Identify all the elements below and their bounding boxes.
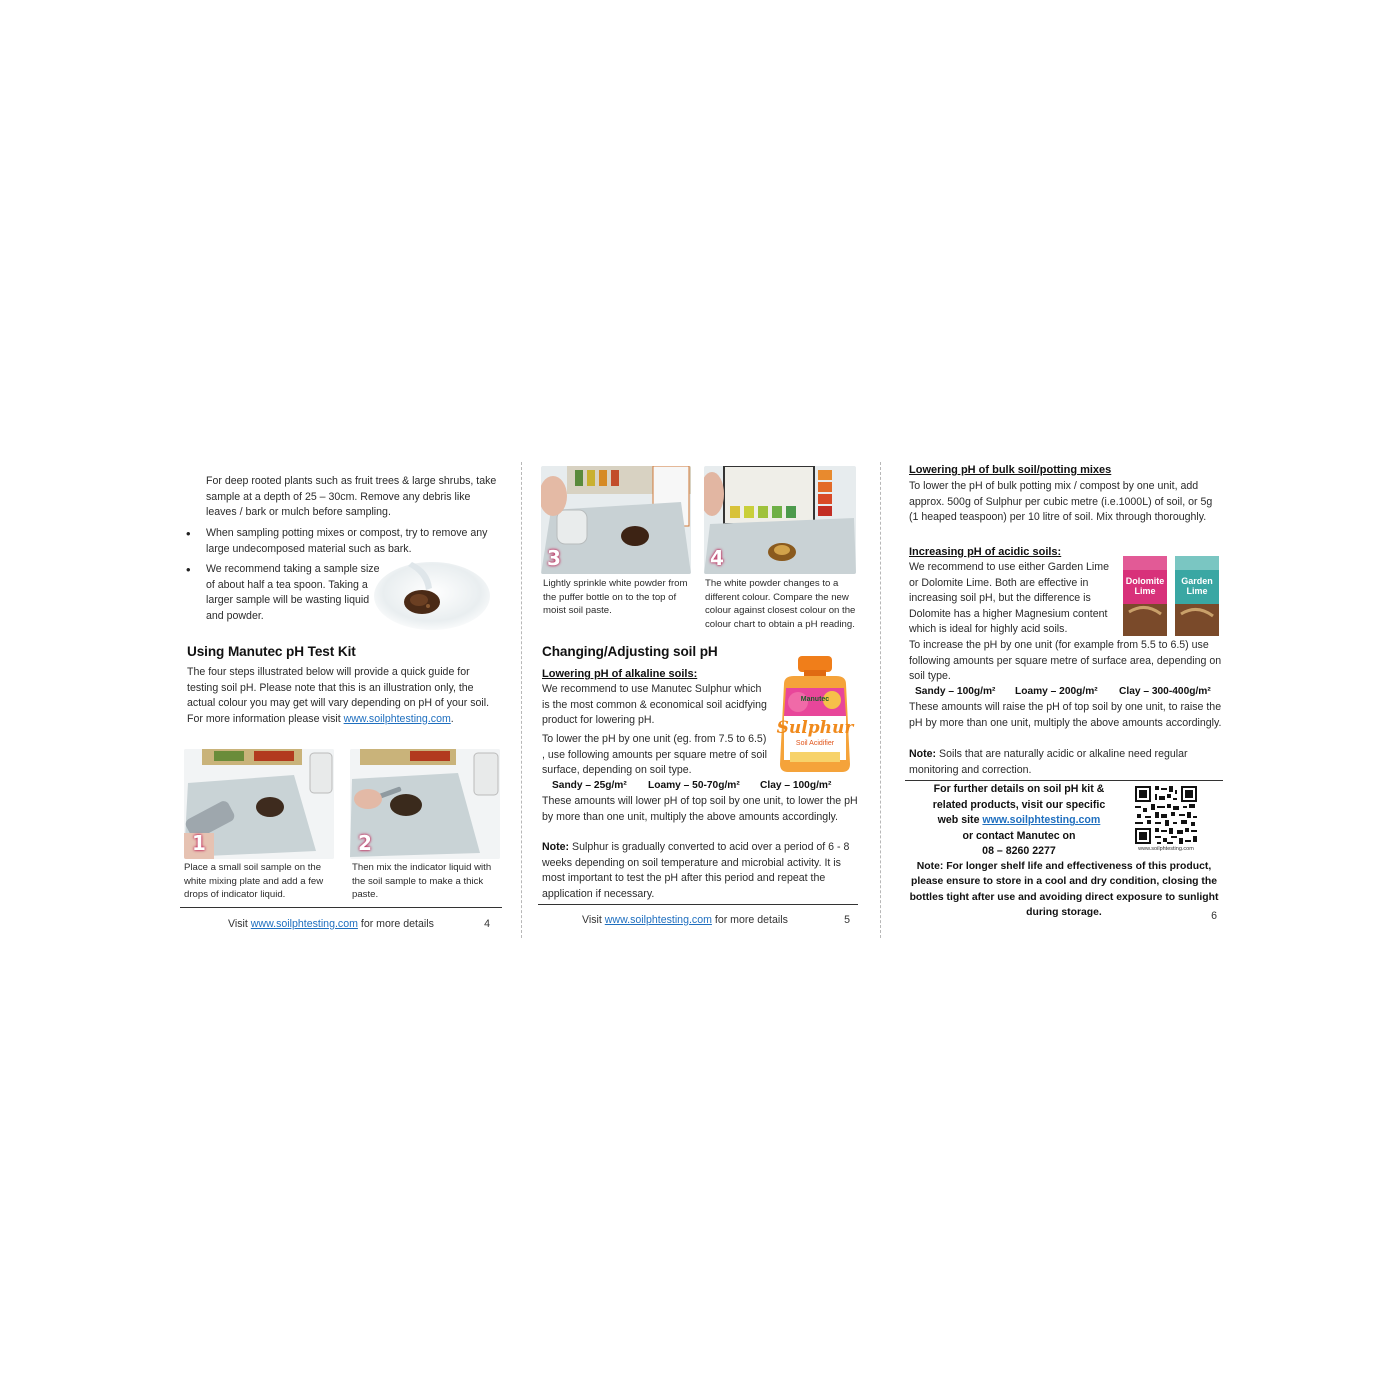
p4-bullet-list-2 xyxy=(180,562,380,624)
p5-para-amounts: These amounts will lower pH of top soil by one unit, to lower the pH by more than one unit, multiply the above amounts accordingly. xyxy=(542,795,858,823)
step-3-photo xyxy=(541,466,691,574)
p4-footer-link[interactable]: www.soilphtesting.com xyxy=(250,918,358,930)
p4-footer-rule xyxy=(180,907,502,908)
step-2-photo xyxy=(350,749,500,859)
page-divider-1 xyxy=(521,462,522,938)
p5-footer-link[interactable]: www.soilphtesting.com xyxy=(604,914,712,926)
p6-para-lime: We recommend to use either Garden Lime or Dolomite Lime. Both are effective in increasing soil pH, but the difference is Dolomite has a higher Magnesium content which is ideal for highly acid soils. xyxy=(909,561,1110,636)
p4-heading: Using Manutec pH Test Kit xyxy=(187,644,356,659)
p6-rate-sandy: Sandy – 100g/m² xyxy=(915,686,996,697)
p6-rate-loamy: Loamy – 200g/m² xyxy=(1015,686,1098,697)
p5-note: Note: Sulphur is gradually converted to acid over a period of 6 - 8 weeks depending on soil temperature and microbial activity. It is most important to test the pH after this period and repeat the application if necessary. xyxy=(542,841,850,900)
p4-info-link[interactable]: www.soilphtesting.com xyxy=(343,712,451,725)
p5-application-rates xyxy=(552,780,852,791)
p5-rate-sandy: Sandy – 25g/m² xyxy=(552,780,627,791)
page-number-5: 5 xyxy=(844,914,850,926)
p6-subheading-acidic: Increasing pH of acidic soils: xyxy=(909,546,1062,558)
soil-sample-photo xyxy=(372,560,492,632)
p6-contact-phone: 08 – 8260 2277 xyxy=(982,845,1056,858)
page-6 xyxy=(905,462,1223,940)
garden-lime-label: Garden Lime xyxy=(1181,576,1213,596)
p4-footer: Visit www.soilphtesting.com for more details xyxy=(228,918,434,930)
step-1-caption: Place a small soil sample on the white mixing plate and add a few drops of indicator liquid. xyxy=(184,862,324,901)
qr-caption: www.soilphtesting.com xyxy=(1138,846,1194,852)
sulphur-product-image xyxy=(774,656,856,774)
step-1-photo xyxy=(184,749,334,859)
step-4-photo xyxy=(704,466,856,574)
p6-para-bulk: To lower the pH of bulk potting mix / compost by one unit, add approx. 500g of Sulphur per cubic metre (i.e.1000L) of soil, or 5g (1 heaped teaspoon) per 10 litre of soil. Mix through thoroughly. xyxy=(909,480,1213,524)
step-2-badge: 2 xyxy=(358,831,372,855)
page-4 xyxy=(180,462,502,940)
sulphur-name-label: Sulphur xyxy=(776,718,854,738)
p4-bullet-list xyxy=(180,526,500,557)
p4-bullet-sample-size: • We recommend taking a sample size of about half a tea spoon. Taking a larger sample will be wasting liquid and powder. xyxy=(180,562,380,624)
page-5 xyxy=(538,462,858,940)
p6-contact-block: For further details on soil pH kit & related products, visit our specific web site www.soilphtesting.com or contact Manutec on 08 – 8260 2277 xyxy=(909,782,1129,860)
dolomite-lime-product-image xyxy=(1121,554,1169,638)
p6-para-raise: These amounts will raise the pH of top soil by one unit, to raise the pH by more than one unit, multiply the above amounts accordingly. xyxy=(909,701,1222,729)
dolomite-lime-label: Dolomite Lime xyxy=(1125,576,1165,596)
p5-rate-loamy: Loamy – 50-70g/m² xyxy=(648,780,740,791)
p5-footer-rule xyxy=(538,904,858,905)
step-4-caption: The white powder changes to a different colour. Compare the new colour against closest colour on the colour chart to obtain a pH reading. xyxy=(705,578,856,630)
step-2-caption: Then mix the indicator liquid with the soil sample to make a thick paste. xyxy=(352,862,492,901)
p6-note: Note: Soils that are naturally acidic or alkaline need regular monitoring and correction. xyxy=(909,748,1188,776)
sulphur-brand-label: Manutec xyxy=(800,696,830,703)
p5-para-recommend: We recommend to use Manutec Sulphur which is the most common & economical soil acidfying product for lowering pH. xyxy=(542,683,767,727)
step-3-caption: Lightly sprinkle white powder from the puffer bottle on to the top of moist soil paste. xyxy=(543,578,688,617)
p6-contact-rule xyxy=(905,780,1223,781)
p6-contact-link[interactable]: www.soilphtesting.com xyxy=(982,814,1101,827)
p5-rate-clay: Clay – 100g/m² xyxy=(760,780,832,791)
step-4-badge: 4 xyxy=(710,546,724,570)
p6-application-rates xyxy=(915,686,1225,697)
p6-rate-clay: Clay – 300-400g/m² xyxy=(1119,686,1211,697)
sulphur-sub-label: Soil Acidifier xyxy=(795,740,835,747)
p5-para-lower: To lower the pH by one unit (eg. from 7.5 to 6.5) , use following amounts per square metre of soil surface, depending on soil type. xyxy=(542,733,767,777)
p4-intro: The four steps illustrated below will provide a quick guide for testing soil pH. Please note that this is an illustration only, the actual colour you may get will vary depending on pH of your soil. For more information please visit www.soilphtesting.com. xyxy=(187,666,490,725)
page-number-4: 4 xyxy=(484,918,490,930)
p6-para-increase: To increase the pH by one unit (for example from 5.5 to 6.5) use following amounts per square metre of surface area, depending on soil type. xyxy=(909,639,1222,683)
qr-code-icon[interactable] xyxy=(1133,784,1199,854)
step-1-badge: 1 xyxy=(192,831,206,855)
garden-lime-product-image xyxy=(1173,554,1221,638)
p4-para-deep-rooted: For deep rooted plants such as fruit trees & large shrubs, take sample at a depth of 25 – 30cm. Remove any debris like leaves / bark or mulch before sampling. xyxy=(206,475,497,519)
p6-subheading-bulk: Lowering pH of bulk soil/potting mixes xyxy=(909,464,1112,476)
p5-heading: Changing/Adjusting soil pH xyxy=(542,644,718,659)
p5-subheading-alkaline: Lowering pH of alkaline soils: xyxy=(542,668,698,680)
page-divider-2 xyxy=(880,462,881,938)
step-3-badge: 3 xyxy=(547,546,561,570)
p4-bullet-potting-mix: • When sampling potting mixes or compost, try to remove any large undecomposed material such as bark. xyxy=(180,526,500,557)
p6-storage-note: Note: For longer shelf life and effectiveness of this product, please ensure to store in a cool and dry condition, closing the bottles tight after use and avoiding direct exposure to sunlight during storage. xyxy=(909,861,1219,919)
p5-footer: Visit www.soilphtesting.com for more details xyxy=(582,914,788,926)
page-number-6: 6 xyxy=(1211,910,1217,922)
